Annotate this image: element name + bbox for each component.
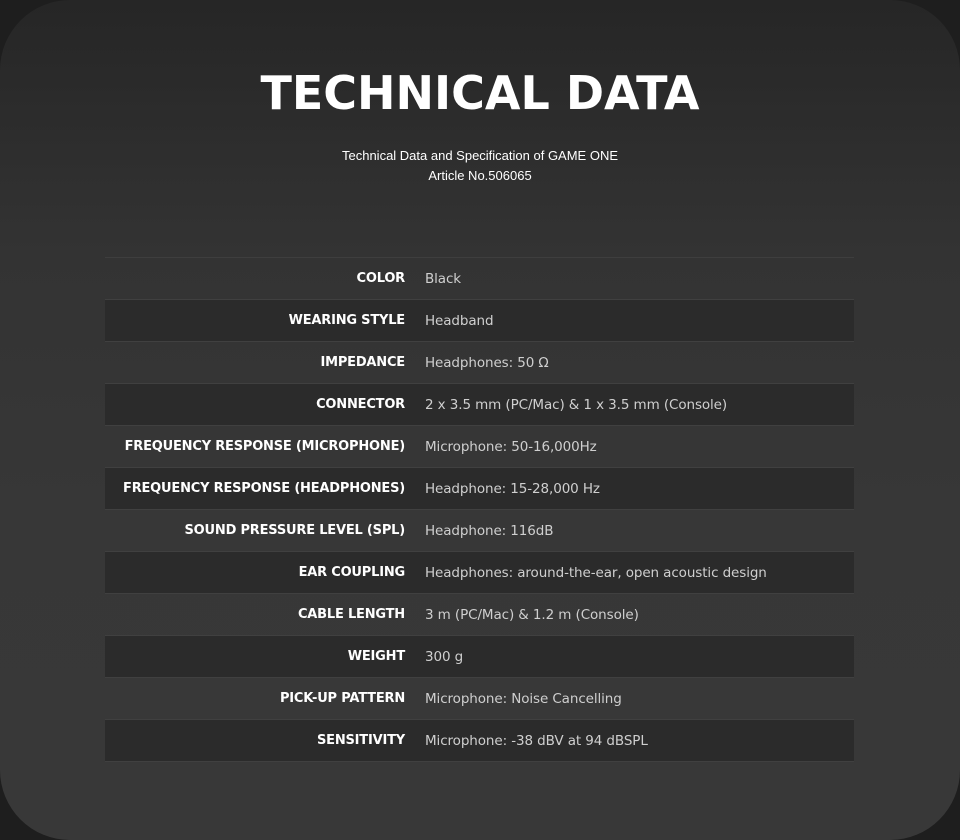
spec-row-pick-up-pattern — [105, 678, 854, 720]
spec-label: CABLE LENGTH — [297, 607, 405, 622]
spec-value: Headphones: 50 Ω — [425, 354, 549, 371]
spec-label: WEARING STYLE — [288, 313, 405, 328]
spec-value: Headphone: 15-28,000 Hz — [425, 480, 600, 497]
spec-row-sensitivity — [105, 720, 854, 762]
spec-row-wearing-style — [105, 300, 854, 342]
spec-row-spl — [105, 510, 854, 552]
spec-value: 3 m (PC/Mac) & 1.2 m (Console) — [425, 606, 639, 623]
spec-label: IMPEDANCE — [320, 355, 405, 370]
spec-value: Microphone: -38 dBV at 94 dBSPL — [425, 732, 648, 749]
page-title: TECHNICAL DATA — [260, 66, 700, 120]
spec-value: Headphone: 116dB — [425, 522, 554, 539]
spec-value: Black — [425, 270, 462, 287]
article-number: Article No.506065 — [428, 168, 532, 183]
spec-value: 300 g — [425, 648, 464, 665]
spec-label: PICK-UP PATTERN — [279, 691, 405, 706]
spec-label: WEIGHT — [347, 649, 405, 664]
spec-row-cable-length — [105, 594, 854, 636]
spec-table — [105, 257, 854, 762]
spec-row-connector — [105, 384, 854, 426]
spec-label: EAR COUPLING — [298, 565, 405, 580]
spec-value: Headphones: around-the-ear, open acoustic design — [425, 564, 767, 581]
spec-value: Microphone: 50-16,000Hz — [425, 438, 597, 455]
spec-row-frequency-microphone — [105, 426, 854, 468]
spec-row-frequency-headphones — [105, 468, 854, 510]
spec-label: FREQUENCY RESPONSE (HEADPHONES) — [123, 481, 405, 496]
spec-value: Headband — [425, 312, 494, 329]
spec-row-weight — [105, 636, 854, 678]
spec-subtitle: Technical Data and Specification of GAME ONE — [341, 148, 619, 163]
spec-value: Microphone: Noise Cancelling — [425, 690, 622, 707]
spec-row-color — [105, 258, 854, 300]
spec-label: FREQUENCY RESPONSE (MICROPHONE) — [124, 439, 405, 454]
spec-label: SOUND PRESSURE LEVEL (SPL) — [184, 523, 405, 538]
spec-row-impedance — [105, 342, 854, 384]
spec-row-ear-coupling — [105, 552, 854, 594]
spec-label: SENSITIVITY — [316, 733, 405, 748]
spec-value: 2 x 3.5 mm (PC/Mac) & 1 x 3.5 mm (Console) — [425, 396, 728, 413]
spec-label: COLOR — [356, 271, 405, 286]
spec-label: CONNECTOR — [316, 397, 405, 412]
